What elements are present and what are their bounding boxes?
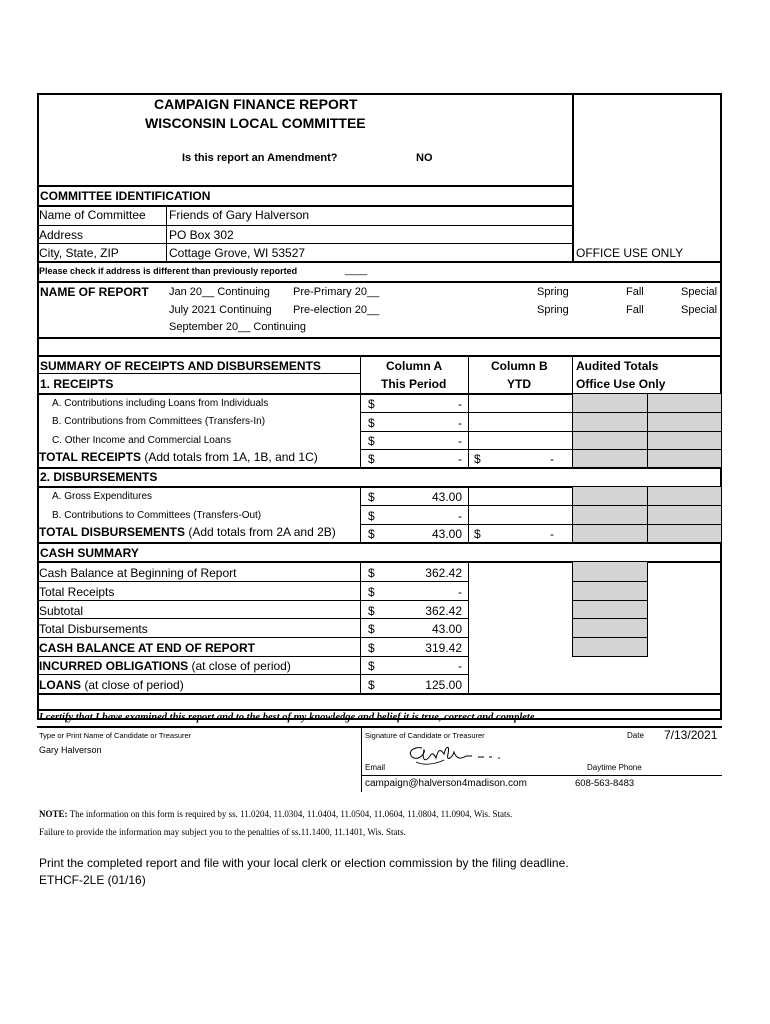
form-id: ETHCF-2LE (01/16) xyxy=(39,873,146,887)
total-disbursements-label-bold: TOTAL DISBURSEMENTS xyxy=(39,525,186,539)
rule xyxy=(361,727,362,792)
cash-beginning-dollar: $ xyxy=(368,566,375,580)
cash-total-receipts-label: Total Receipts xyxy=(39,585,115,599)
committee-heading: COMMITTEE IDENTIFICATION xyxy=(40,189,211,203)
cash-summary-heading: CASH SUMMARY xyxy=(40,546,139,560)
cash-total-disbursements-value[interactable]: 43.00 xyxy=(431,622,462,636)
total-disbursements-label-rest: (Add totals from 2A and 2B) xyxy=(185,525,336,539)
daytime-phone-label: Daytime Phone xyxy=(587,763,642,772)
report-option-special-2[interactable]: Special xyxy=(681,304,718,316)
rule xyxy=(37,337,722,339)
committee-name-label: Name of Committee xyxy=(39,208,146,222)
loans-value[interactable]: 125.00 xyxy=(425,678,462,692)
office-use-only-label: OFFICE USE ONLY xyxy=(576,246,684,260)
report-option-preelection[interactable]: Pre-election 20__ xyxy=(293,304,380,316)
rule xyxy=(37,205,574,207)
loans-dollar: $ xyxy=(368,678,375,692)
treasurer-name-field[interactable]: Gary Halverson xyxy=(39,745,102,755)
ytd-heading: YTD xyxy=(507,377,531,391)
loans-label-bold: LOANS xyxy=(39,678,81,692)
incurred-obligations-label xyxy=(39,660,291,672)
audit-cell xyxy=(572,393,648,413)
audit-cell xyxy=(572,486,648,506)
cash-total-receipts-value[interactable]: - xyxy=(458,585,462,599)
column-a-heading: Column A xyxy=(386,359,443,373)
rule xyxy=(360,637,469,638)
receipt-b-label: B. Contributions from Committees (Transfers-In) xyxy=(52,416,266,427)
rule xyxy=(360,656,469,657)
report-option-fall-2[interactable]: Fall xyxy=(626,304,644,316)
penalty-note: Failure to provide the information may subject you to the penalties of ss.11.1400, 11.1401, Wis. Stats. xyxy=(39,827,406,837)
receipt-c-dollar: $ xyxy=(368,434,375,448)
rule xyxy=(37,581,360,582)
rule xyxy=(37,281,722,283)
cash-beginning-value[interactable]: 362.42 xyxy=(425,566,462,580)
disbursement-b-dollar: $ xyxy=(368,509,375,523)
statutory-note xyxy=(39,810,512,819)
report-option-special-1[interactable]: Special xyxy=(681,286,718,298)
rule xyxy=(360,618,469,619)
rule xyxy=(361,775,722,776)
audited-totals-heading: Audited Totals xyxy=(576,359,659,373)
city-state-zip-label: City, State, ZIP xyxy=(39,246,119,260)
amendment-answer[interactable]: NO xyxy=(416,152,433,164)
loans-label-rest: (at close of period) xyxy=(81,678,184,692)
rule xyxy=(37,373,360,374)
report-option-spring-2[interactable]: Spring xyxy=(537,304,569,316)
audit-cell xyxy=(572,561,648,582)
address-change-label: Please check if address is different than previously reported xyxy=(39,266,298,276)
signature-image xyxy=(400,740,510,772)
disbursement-b-label: B. Contributions to Committees (Transfers-Out) xyxy=(52,510,262,521)
audit-cell xyxy=(572,524,648,543)
cash-subtotal-dollar: $ xyxy=(368,604,375,618)
address-change-checkbox[interactable]: ____ xyxy=(345,265,368,276)
filing-instruction: Print the completed report and file with your local clerk or election commission by the filing deadline. xyxy=(39,856,569,870)
incurred-obligations-label-bold: INCURRED OBLIGATIONS xyxy=(39,659,189,673)
rule xyxy=(37,542,722,544)
report-option-fall-1[interactable]: Fall xyxy=(626,286,644,298)
receipt-c-value[interactable]: - xyxy=(458,434,462,448)
rule xyxy=(360,581,469,582)
this-period-heading: This Period xyxy=(381,377,447,391)
address-label: Address xyxy=(39,228,84,242)
cash-subtotal-label: Subtotal xyxy=(39,604,84,618)
rule xyxy=(166,206,167,262)
total-disbursements-dollar: $ xyxy=(368,527,375,541)
audit-cell xyxy=(647,431,722,450)
report-option-spring-1[interactable]: Spring xyxy=(537,286,569,298)
receipts-heading: 1. RECEIPTS xyxy=(40,377,114,391)
audit-cell xyxy=(572,412,648,432)
date-label: Date xyxy=(627,731,644,740)
committee-name-field[interactable]: Friends of Gary Halverson xyxy=(169,208,310,222)
total-receipts-dollar: $ xyxy=(368,452,375,466)
total-disbursements-ytd-dollar: $ xyxy=(474,527,481,541)
disbursement-a-value[interactable]: 43.00 xyxy=(431,490,462,504)
rule xyxy=(37,618,360,619)
audit-cell xyxy=(572,637,648,657)
audit-cell xyxy=(572,600,648,619)
amendment-question: Is this report an Amendment? xyxy=(182,152,338,164)
rule xyxy=(360,356,361,394)
email-field[interactable]: campaign@halverson4madison.com xyxy=(365,778,527,789)
total-receipts-ytd-value[interactable]: - xyxy=(550,452,554,466)
rule xyxy=(37,243,574,244)
rule xyxy=(37,600,360,601)
date-field[interactable]: 7/13/2021 xyxy=(664,728,718,742)
rule xyxy=(360,600,469,601)
cash-balance-end-value[interactable]: 319.42 xyxy=(425,641,462,655)
disbursement-a-label: A. Gross Expenditures xyxy=(52,491,153,502)
rule xyxy=(37,185,574,187)
rule xyxy=(572,356,573,394)
office-use-divider xyxy=(572,93,574,262)
receipt-b-value[interactable]: - xyxy=(458,416,462,430)
daytime-phone-field[interactable]: 608-563-8483 xyxy=(575,778,635,789)
treasurer-name-label: Type or Print Name of Candidate or Treasurer xyxy=(39,731,192,740)
total-disbursements-value[interactable]: 43.00 xyxy=(431,527,462,541)
report-option-preprimary[interactable]: Pre-Primary 20__ xyxy=(293,286,380,298)
disbursements-heading: 2. DISBURSEMENTS xyxy=(40,470,158,484)
total-receipts-label-rest: (Add totals from 1A, 1B, and 1C) xyxy=(141,450,318,464)
cash-total-disbursements-label: Total Disbursements xyxy=(39,622,148,636)
cash-balance-end-label: CASH BALANCE AT END OF REPORT xyxy=(39,641,255,655)
audit-cell xyxy=(647,524,722,543)
audit-cell xyxy=(572,449,648,468)
total-receipts-label-bold: TOTAL RECEIPTS xyxy=(39,450,142,464)
cash-beginning-label: Cash Balance at Beginning of Report xyxy=(39,566,237,580)
summary-heading: SUMMARY OF RECEIPTS AND DISBURSEMENTS xyxy=(40,359,321,373)
rule xyxy=(37,261,722,263)
certification-statement: I certify that I have examined this report and to the best of my knowledge and belief it is true, correct and complete. xyxy=(39,712,538,723)
audit-cell xyxy=(647,449,722,468)
email-label: Email xyxy=(365,763,386,772)
audit-cell xyxy=(572,581,648,601)
form-title-line1: CAMPAIGN FINANCE REPORT xyxy=(154,96,358,112)
cash-subtotal-value[interactable]: 362.42 xyxy=(425,604,462,618)
audit-cell xyxy=(647,412,722,432)
signature-label: Signature of Candidate or Treasurer xyxy=(365,731,485,740)
report-option-july[interactable]: July 2021 Continuing xyxy=(169,304,272,316)
name-of-report-label: NAME OF REPORT xyxy=(40,285,149,299)
report-option-jan[interactable]: Jan 20__ Continuing xyxy=(169,286,270,298)
audit-cell xyxy=(647,393,722,413)
receipt-a-label: A. Contributions including Loans from Individuals xyxy=(52,398,269,409)
total-receipts-value[interactable]: - xyxy=(458,452,462,466)
rule xyxy=(37,656,360,657)
rule xyxy=(37,637,360,638)
city-state-zip-field[interactable]: Cottage Grove, WI 53527 xyxy=(169,246,306,260)
statutory-note-label: NOTE: xyxy=(39,809,68,819)
disbursement-a-dollar: $ xyxy=(368,490,375,504)
rule xyxy=(37,726,722,728)
rule xyxy=(37,693,722,695)
incurred-obligations-value[interactable]: - xyxy=(458,659,462,673)
audit-cell xyxy=(572,618,648,638)
audit-cell xyxy=(647,486,722,506)
cash-total-receipts-dollar: $ xyxy=(368,585,375,599)
total-receipts-ytd-dollar: $ xyxy=(474,452,481,466)
total-receipts-label xyxy=(39,451,318,463)
statutory-note-text: The information on this form is required by ss. 11.0204, 11.0304, 11.0404, 11.0504, 11.0604, 11.0804, 11.0904, Wis. Stats. xyxy=(67,809,513,819)
total-disbursements-label xyxy=(39,526,336,538)
form-title-line2: WISCONSIN LOCAL COMMITTEE xyxy=(145,115,366,131)
cash-total-disbursements-dollar: $ xyxy=(368,622,375,636)
loans-label xyxy=(39,679,184,691)
receipt-c-label: C. Other Income and Commercial Loans xyxy=(52,435,231,446)
rule xyxy=(37,355,722,357)
rule xyxy=(360,674,469,675)
audit-cell xyxy=(572,431,648,450)
disbursement-b-value[interactable]: - xyxy=(458,509,462,523)
column-b-heading: Column B xyxy=(491,359,548,373)
receipt-a-value[interactable]: - xyxy=(458,397,462,411)
address-field[interactable]: PO Box 302 xyxy=(169,228,234,242)
cash-balance-end-dollar: $ xyxy=(368,641,375,655)
incurred-obligations-label-rest: (at close of period) xyxy=(188,659,291,673)
incurred-obligations-dollar: $ xyxy=(368,659,375,673)
office-use-only-heading: Office Use Only xyxy=(576,377,666,391)
rule xyxy=(37,709,722,711)
rule xyxy=(468,356,469,394)
total-disbursements-ytd-value[interactable]: - xyxy=(550,527,554,541)
report-option-september[interactable]: September 20__ Continuing xyxy=(169,321,306,333)
rule xyxy=(37,225,574,226)
receipt-b-dollar: $ xyxy=(368,416,375,430)
rule xyxy=(37,674,360,675)
audit-cell xyxy=(572,505,648,525)
rule xyxy=(37,467,722,469)
audit-cell xyxy=(647,505,722,525)
receipt-a-dollar: $ xyxy=(368,397,375,411)
